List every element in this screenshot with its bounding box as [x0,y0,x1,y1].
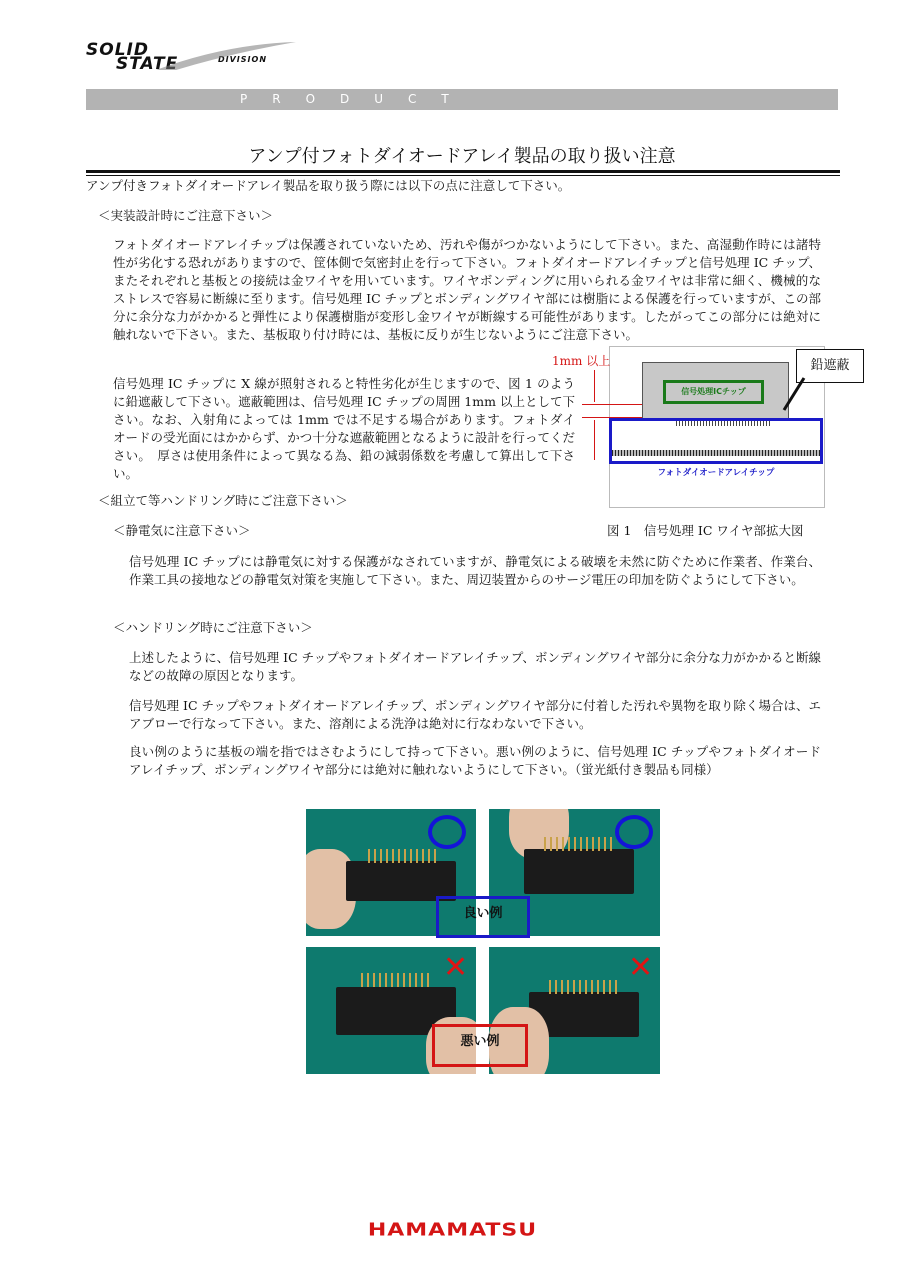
logo-word-division: DIVISION [218,55,268,64]
handling-paragraph1: 上述したように、信号処理 IC チップやフォトダイオードアレイチップ、ボンディングワイヤ部分に余分な力がかかると断線などの故障の原因となります。 [129,650,821,683]
static-paragraph: 信号処理 IC チップには静電気に対する保護がなされていますが、静電気による破壊を未然に防ぐために作業者、作業台、作業工具の接地などの静電気対策を実施して下さい。また、周辺装置からのサージ電圧の印加を防ぐようにして下さい。 [129,554,821,587]
figure1-caption: 図 1 信号処理 IC ワイヤ部拡大図 [607,523,804,538]
solid-state-division-logo [86,40,306,80]
lead-shield-label: 鉛遮蔽 [796,349,864,383]
section1-paragraph2: 信号処理 IC チップに X 線が照射されると特性劣化が生じますので、図 1 のように鉛遮蔽して下さい。遮蔽範囲は、信号処理 IC チップの周囲 1mm 以上として下さい。なお、入射角によっては 1mm では不足する場合があります。フォトダイオードの受光面にはかからず、かつ十分な遮蔽範囲となるように設計を行ってください。 厚さは使用条件によって異なる為、鉛の減弱係数を考慮して算出して下さい。 [113,376,575,481]
bad-example-label: 悪い例 [432,1024,528,1067]
static-subheading: ＜静電気に注意下さい＞ [113,523,251,538]
dimension-line-bottom [582,417,642,418]
good-example-label: 良い例 [436,896,530,938]
section1-paragraph1: フォトダイオードアレイチップは保護されていないため、汚れや傷がつかないようにして下さい。また、高湿動作時には諸特性が劣化する恐れがありますので、筐体側で気密封止を行って下さい。フォトダイオードアレイチップと信号処理 IC チップ、またそれぞれと基板との接続は金ワイヤを用いています。ワイヤボンディングに用いられる金ワイヤは非常に細く、機械的なストレスで容易に断線に至ります。信号処理 IC チップとボンディングワイヤ部には樹脂による保護を行っていますが、この部分に余分な力がかかると弾性により保護樹脂が変形し金ワイヤが断線する可能性があります。したがってこの部分には絶対に触れないで下さい。また、基板取り付け時には、基板に反りが生じないようにご注意下さい。 [113,237,821,342]
ic-chip-label-box: 信号処理ICチップ [663,380,764,404]
hamamatsu-logo: HAMAMATSU [367,1220,538,1241]
handling-paragraph2: 信号処理 IC チップやフォトダイオードアレイチップ、ボンディングワイヤ部分に付着した汚れや異物を取り除く場合は、エアブローで行なって下さい。また、溶剤による洗浄は絶対に行なわないで下さい。 [129,698,821,731]
handling-paragraph3: 良い例のように基板の端を指ではさむようにして持って下さい。悪い例のように、信号処理 IC チップやフォトダイオードアレイチップ、ボンディングワイヤ部分には絶対に触れないようにして下さい。（蛍光紙付き製品も同様） [129,744,821,777]
dimension-arrow-up [594,420,595,460]
bad-mark-cross-icon: ✕ [443,950,469,985]
dimension-line-top [582,404,642,405]
intro-text: アンプ付きフォトダイオードアレイ製品を取り扱う際には以下の点に注意して下さい。 [86,178,571,193]
title-rule-thick [86,170,840,173]
handling-subheading: ＜ハンドリング時にご注意下さい＞ [113,620,313,635]
logo-word-solid: SOLID [86,40,149,60]
title-rule-thin [86,175,840,176]
pd-array-box [609,418,823,464]
good-mark-circle-icon [615,815,653,849]
section2-heading: ＜組立て等ハンドリング時にご注意下さい＞ [98,493,348,508]
bad-mark-cross-icon: ✕ [628,950,654,985]
logo-word-state: STATE [116,54,179,74]
logo-swoosh-icon [146,42,306,72]
min-1mm-label: 1mm 以上 [552,354,611,368]
lead-pointer-arrow-icon [778,376,808,416]
section1-heading: ＜実装設計時にご注意下さい＞ [98,208,274,223]
page-title: アンプ付フォトダイオードアレイ製品の取り扱い注意 [248,146,676,167]
product-information-bar: PRODUCT INFORMATION [86,89,838,110]
pd-array-label: フォトダイオードアレイチップ [657,468,775,478]
dimension-arrow-down [594,370,595,402]
good-mark-circle-icon [428,815,466,849]
